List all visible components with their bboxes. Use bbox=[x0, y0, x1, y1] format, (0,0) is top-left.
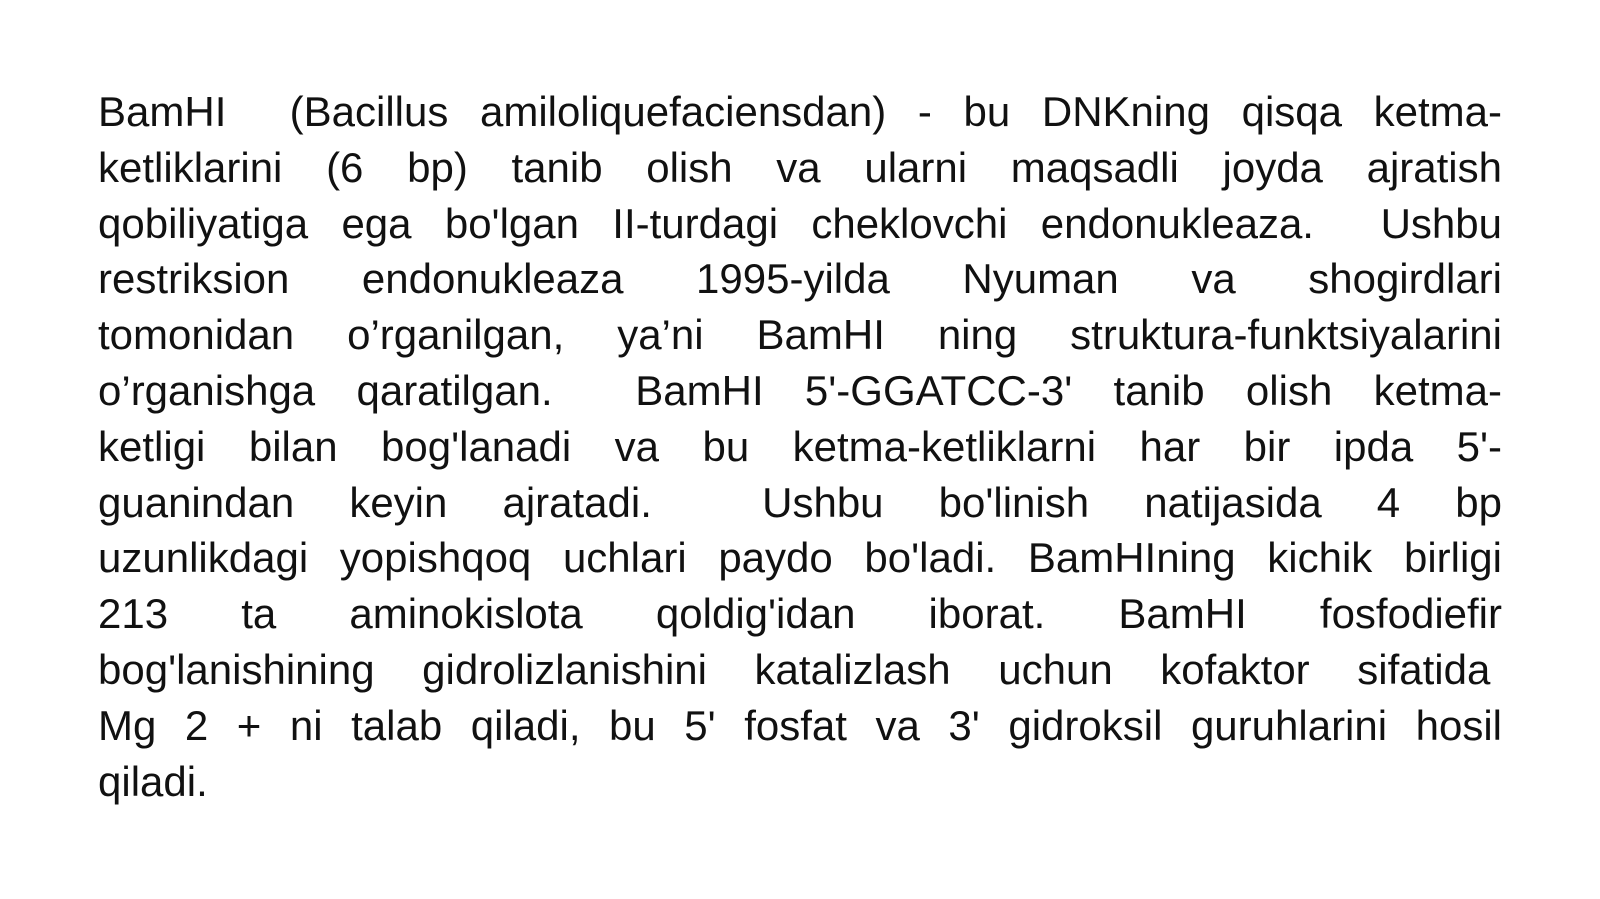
paragraph-line: tomonidan o’rganilgan, ya’ni BamHI ning struktura-funktsiyalarini bbox=[98, 311, 1502, 359]
paragraph-line: bog'lanishining gidrolizlanishini katalizlash uchun kofaktor sifatida bbox=[98, 645, 1502, 693]
paragraph-line: Mg 2 + ni talab qiladi, bu 5' fosfat va 3' gidroksil guruhlarini hosil bbox=[98, 701, 1502, 749]
paragraph-line: BamHI (Bacillus amiloliquefaciensdan) - bu DNKning qisqa ketma- bbox=[98, 88, 1502, 135]
paragraph-line: 213 ta aminokislota qoldig'idan iborat. BamHI fosfodiefir bbox=[98, 590, 1502, 638]
paragraph-line: uzunlikdagi yopishqoq uchlari paydo bo'ladi. BamHIning kichik birligi bbox=[98, 534, 1502, 582]
paragraph-line: o’rganishga qaratilgan. BamHI 5'-GGATCC-3' tanib olish ketma- bbox=[98, 366, 1502, 414]
paragraph-line: qiladi. bbox=[98, 757, 208, 805]
paragraph-line: ketliklarini (6 bp) tanib olish va ularni maqsadli joyda ajratish bbox=[98, 143, 1502, 191]
paragraph-line: ketligi bilan bog'lanadi va bu ketma-ketliklarni har bir ipda 5'- bbox=[98, 422, 1502, 470]
body-paragraph bbox=[98, 84, 1502, 809]
paragraph-line: restriksion endonukleaza 1995-yilda Nyuman va shogirdlari bbox=[98, 255, 1502, 303]
paragraph-line: guanindan keyin ajratadi. Ushbu bo'linish natijasida 4 bp bbox=[98, 478, 1502, 526]
paragraph-line: qobiliyatiga ega bo'lgan II-turdagi cheklovchi endonukleaza. Ushbu bbox=[98, 199, 1502, 247]
